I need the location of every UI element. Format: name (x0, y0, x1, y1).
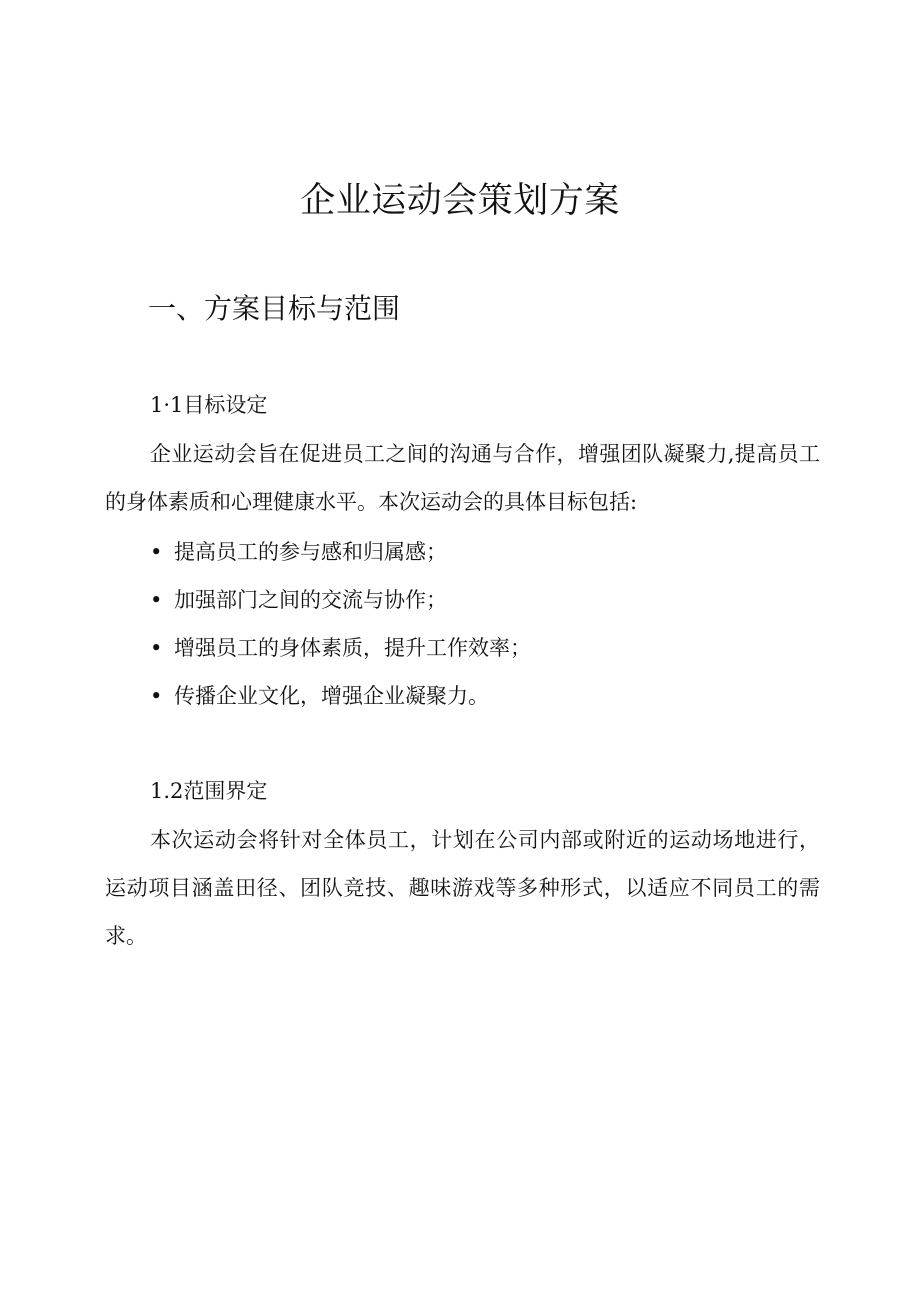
list-item (150, 528, 531, 576)
document-title: 企业运动会策划方案 (300, 181, 620, 221)
bullet-icon: • (150, 636, 163, 660)
list-item-text: 提高员工的参与感和归属感； (174, 540, 447, 564)
bullet-icon: • (150, 684, 163, 708)
subsection-heading-goal-setting: 1·1目标设定 (150, 393, 268, 417)
list-item (150, 576, 531, 624)
list-item (150, 624, 531, 672)
scope-paragraph: 本次运动会将针对全体员工，计划在公司内部或附近的运动场地进行，运动项目涵盖田径、团队竞技、趣味游戏等多种形式，以适应不同员工的需求。 (105, 828, 820, 948)
list-item (150, 672, 531, 720)
section-heading-goals-scope: 一、方案目标与范围 (148, 292, 401, 325)
goal-bullet-list (150, 528, 531, 720)
subsection-heading-scope-definition: 1.2范围界定 (150, 779, 268, 803)
list-item-text: 加强部门之间的交流与协作； (174, 588, 447, 612)
bullet-icon: • (150, 540, 163, 564)
bullet-icon: • (150, 588, 163, 612)
list-item-text: 传播企业文化，增强企业凝聚力。 (174, 684, 489, 708)
list-item-text: 增强员工的身体素质，提升工作效率； (174, 636, 531, 660)
goal-paragraph: 企业运动会旨在促进员工之间的沟通与合作，增强团队凝聚力,提高员工的身体素质和心理健康水平。本次运动会的具体目标包括: (105, 442, 820, 514)
